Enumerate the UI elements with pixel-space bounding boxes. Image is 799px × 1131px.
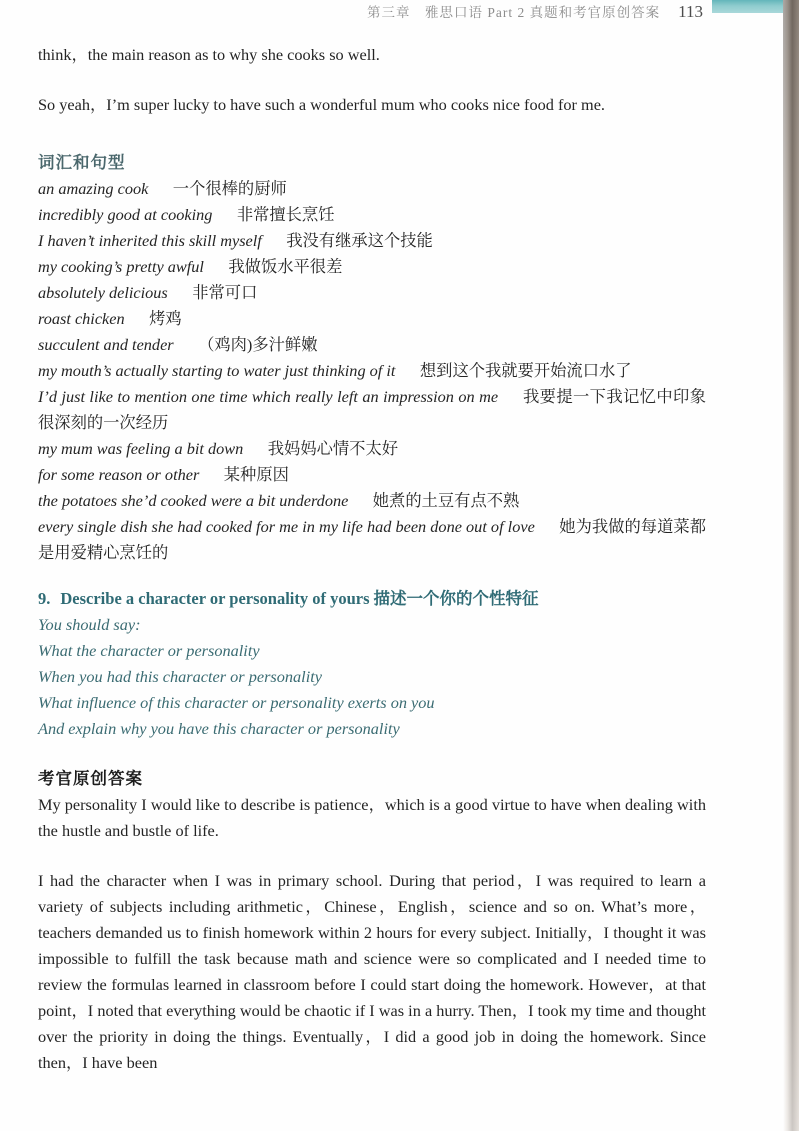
vocab-phrase-en: roast chicken (38, 309, 125, 328)
vocab-phrase-en: my mum was feeling a bit down (38, 439, 244, 458)
vocab-phrase-en: incredibly good at cooking (38, 205, 213, 224)
vocab-item (38, 280, 706, 306)
prompt-line: What influence of this character or personality exerts on you (38, 693, 435, 712)
vocab-item (38, 436, 706, 462)
vocab-translation-zh: 烤鸡 (149, 309, 182, 328)
vocab-translation-zh: 想到这个我就要开始流口水了 (419, 361, 632, 380)
answer-paragraph: My personality I would like to describe is patience，which is a good virtue to have when dealing with the hustle and bustle of life. (38, 795, 706, 840)
question-title-en: Describe a character or personality of yours (60, 589, 370, 608)
vocab-item (38, 254, 706, 280)
answer-section-heading: 考官原创答案 (38, 770, 143, 788)
vocab-translation-zh: 某种原因 (223, 465, 289, 484)
vocab-item (38, 462, 706, 488)
vocab-translation-zh: 我没有继承这个技能 (286, 231, 433, 250)
vocab-phrase-en: my mouth’s actually starting to water just thinking of it (38, 361, 396, 380)
prompt-line: And explain why you have this character or personality (38, 719, 400, 738)
vocab-phrase-en: succulent and tender (38, 335, 174, 354)
header-accent-bar (712, 0, 790, 13)
vocab-phrase-en: my cooking’s pretty awful (38, 257, 204, 276)
question-title (38, 586, 706, 612)
vocab-item (38, 488, 706, 514)
vocab-phrase-en: the potatoes she’d cooked were a bit underdone (38, 491, 349, 510)
vocab-translation-zh: 非常擅长烹饪 (236, 205, 335, 224)
question-prompts (38, 612, 706, 742)
vocab-list (38, 176, 706, 566)
vocab-translation-zh: 非常可口 (192, 283, 258, 302)
page-content (38, 42, 706, 1076)
vocab-phrase-en: I’d just like to mention one time which really left an impression on me (38, 387, 499, 406)
vocab-translation-zh: 她为我做的每道菜都是用爱精心烹饪的 (38, 517, 706, 562)
answer-paragraph: I had the character when I was in primary school. During that period，I was required to learn a variety of subjects including arithmetic，Chinese，English，science and so on. What’s more，teachers demanded us to finish homework within 2 hours for every subject. Initially，I thought it was impossible to fulfill the task because math and science were so complicated and I needed time to review the formulas learned in classroom before I could start doing the homework. However，at that point，I noted that everything would be chaotic if I was in a hurry. Then，I took my time and thought over the priority in doing the things. Eventually，I did a good job in doing the homework. Since then，I have been (38, 871, 706, 1072)
prompt-line: What the character or personality (38, 641, 260, 660)
intro-paragraphs (38, 42, 706, 118)
vocab-phrase-en: I haven’t inherited this skill myself (38, 231, 262, 250)
page-number: 113 (678, 2, 703, 21)
vocab-item (38, 514, 706, 566)
vocab-section-heading: 词汇和句型 (38, 154, 126, 172)
vocab-phrase-en: absolutely delicious (38, 283, 168, 302)
vocab-translation-zh: 我要提一下我记忆中印象很深刻的一次经历 (38, 387, 706, 432)
vocab-translation-zh: 她煮的土豆有点不熟 (372, 491, 520, 510)
vocab-translation-zh: 一个很棒的厨师 (172, 179, 287, 198)
vocab-item (38, 202, 706, 228)
vocab-item (38, 176, 706, 202)
intro-paragraph: So yeah，I’m super lucky to have such a wonderful mum who cooks nice food for me. (38, 95, 605, 114)
running-head (0, 1, 703, 22)
vocab-item (38, 384, 706, 436)
vocab-item (38, 306, 706, 332)
vocab-translation-zh: （鸡肉)多汁鲜嫩 (198, 335, 318, 354)
chapter-title: 第三章 雅思口语 Part 2 真题和考官原创答案 (367, 5, 661, 20)
vocab-translation-zh: 我做饭水平很差 (228, 257, 343, 276)
vocab-phrase-en: every single dish she had cooked for me in my life had been done out of love (38, 517, 535, 536)
question-title-zh: 描述一个你的个性特征 (373, 590, 539, 608)
vocab-item (38, 228, 706, 254)
intro-paragraph: think，the main reason as to why she cooks so well. (38, 45, 380, 64)
prompt-line: When you had this character or personality (38, 667, 322, 686)
vocab-translation-zh: 我妈妈心情不太好 (267, 439, 399, 458)
vocab-phrase-en: an amazing cook (38, 179, 149, 198)
vocab-item (38, 358, 706, 384)
vocab-phrase-en: for some reason or other (38, 465, 200, 484)
question-number: 9. (38, 589, 51, 608)
answer-body (38, 792, 706, 1076)
vocab-item (38, 332, 706, 358)
prompt-line: You should say: (38, 615, 141, 634)
page-edge-shadow-fade (783, 0, 799, 1131)
